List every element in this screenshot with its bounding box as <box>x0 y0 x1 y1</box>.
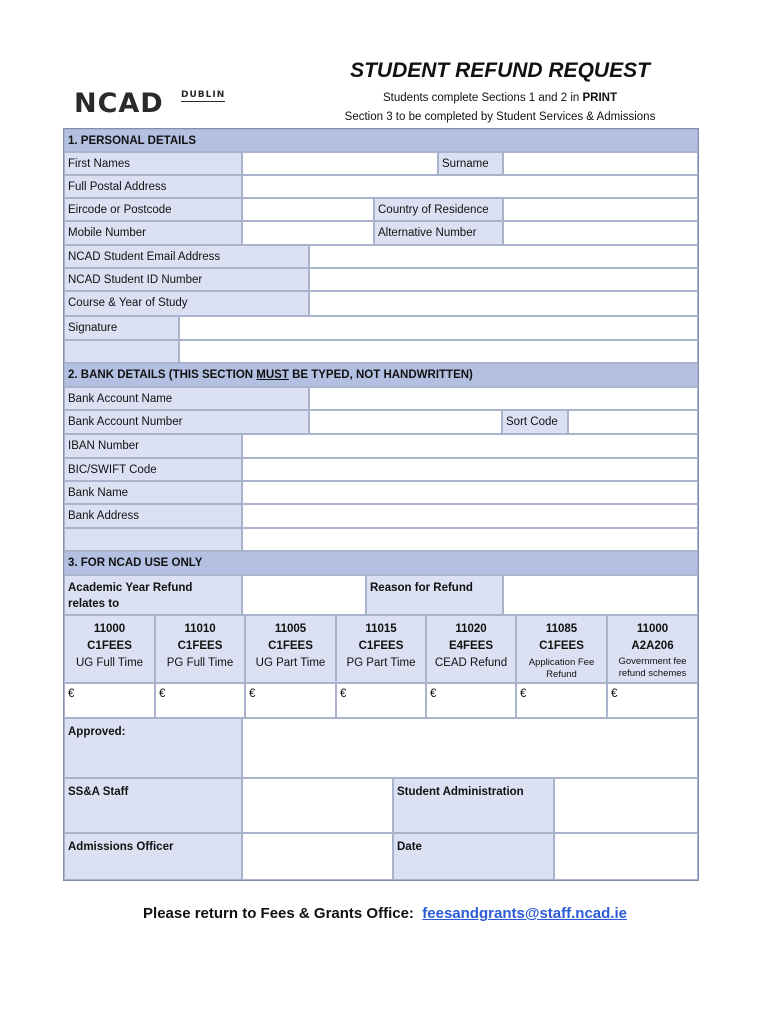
code-pg-full-time-desc: PG Full Time <box>166 657 234 669</box>
account-number-field[interactable] <box>309 410 502 434</box>
page-title: STUDENT REFUND REQUEST <box>350 59 650 82</box>
account-number-label: Bank Account Number <box>64 410 309 434</box>
mobile-field[interactable] <box>242 221 374 245</box>
course-label: Course & Year of Study <box>64 291 309 316</box>
section-2-title-must: MUST <box>256 369 289 381</box>
code-pg-part-time <box>336 615 426 683</box>
code-pg-part-time-desc: PG Part Time <box>346 657 416 669</box>
code-ug-full-time <box>64 615 155 683</box>
academic-year-field[interactable] <box>242 575 366 615</box>
amount-field-ug-part-time[interactable] <box>245 683 336 718</box>
code-application-fee-fee: C1FEES <box>539 640 584 652</box>
bank-name-field[interactable] <box>242 481 698 504</box>
code-ug-full-time-number: 11000 <box>93 623 126 635</box>
iban-label: IBAN Number <box>64 434 242 458</box>
postal-address-field[interactable] <box>242 175 698 198</box>
alt-number-field[interactable] <box>503 221 698 245</box>
ssa-staff-label: SS&A Staff <box>64 778 242 833</box>
signature-field-extra[interactable] <box>179 340 698 363</box>
mobile-label: Mobile Number <box>64 221 242 245</box>
code-ug-full-time-fee: C1FEES <box>87 640 132 652</box>
bank-address-field-extra[interactable] <box>242 528 698 551</box>
code-ug-part-time <box>245 615 336 683</box>
code-ug-part-time-fee: C1FEES <box>268 640 313 652</box>
course-field[interactable] <box>309 291 698 316</box>
surname-field[interactable] <box>503 152 698 175</box>
code-pg-full-time-fee: C1FEES <box>177 640 223 652</box>
footer-email-link[interactable]: feesandgrants@staff.ncad.ie <box>422 905 627 922</box>
footer-text: Please return to Fees & Grants Office: <box>143 905 414 922</box>
euro-sign: € <box>340 688 347 700</box>
signature-label-blank <box>64 340 179 363</box>
code-application-fee-desc-2: Refund <box>546 669 577 680</box>
code-ug-full-time-desc: UG Full Time <box>75 657 144 669</box>
instructions-print: PRINT <box>582 92 617 104</box>
instructions-line-1-text: Students complete Sections 1 and 2 in <box>383 92 583 104</box>
first-names-field[interactable] <box>242 152 438 175</box>
footer <box>0 904 770 924</box>
code-pg-full-time <box>155 615 245 683</box>
section-2-title-post: BE TYPED, NOT HANDWRITTEN) <box>288 369 473 381</box>
student-admin-label: Student Administration <box>393 778 554 833</box>
surname-label: Surname <box>438 152 503 175</box>
first-names-label: First Names <box>64 152 242 175</box>
code-ug-part-time-number: 11005 <box>274 623 307 635</box>
logo-subtitle: DUBLIN <box>181 90 226 100</box>
code-government-fee-fee: A2A206 <box>631 640 674 652</box>
section-2-header <box>64 363 698 387</box>
code-government-fee-number: 11000 <box>636 623 669 635</box>
country-field[interactable] <box>503 198 698 221</box>
amount-field-ug-full-time[interactable] <box>64 683 155 718</box>
admissions-officer-label: Admissions Officer <box>64 833 242 880</box>
student-id-label: NCAD Student ID Number <box>64 268 309 291</box>
iban-field[interactable] <box>242 434 698 458</box>
country-label: Country of Residence <box>374 198 503 221</box>
code-application-fee-desc: Application Fee <box>528 657 595 668</box>
admissions-officer-field[interactable] <box>242 833 393 880</box>
euro-sign: € <box>249 688 256 700</box>
code-cead-refund-number: 11020 <box>455 623 487 635</box>
account-name-label: Bank Account Name <box>64 387 309 410</box>
sort-code-label: Sort Code <box>502 410 568 434</box>
euro-sign: € <box>611 688 618 700</box>
instructions-line-2: Section 3 to be completed by Student Services & Admissions <box>344 111 656 123</box>
date-label: Date <box>393 833 554 880</box>
code-government-fee <box>607 615 698 683</box>
eircode-label: Eircode or Postcode <box>64 198 242 221</box>
code-application-fee <box>516 615 607 683</box>
code-pg-part-time-number: 11015 <box>365 623 397 635</box>
signature-label: Signature <box>64 316 179 340</box>
signature-field[interactable] <box>179 316 698 340</box>
student-id-field[interactable] <box>309 268 698 291</box>
academic-year-label <box>64 575 242 615</box>
reason-label: Reason for Refund <box>366 575 503 615</box>
postal-address-label: Full Postal Address <box>64 175 242 198</box>
approved-field[interactable] <box>242 718 698 778</box>
code-cead-refund-fee: E4FEES <box>448 640 494 652</box>
section-3-header: 3. FOR NCAD USE ONLY <box>64 551 698 575</box>
euro-sign: € <box>68 688 75 700</box>
amount-field-application-fee[interactable] <box>516 683 607 718</box>
code-application-fee-number: 11085 <box>545 623 578 635</box>
code-government-fee-desc: Government fee <box>618 656 687 667</box>
code-ug-part-time-desc: UG Part Time <box>255 657 326 669</box>
approved-label: Approved: <box>64 718 242 778</box>
euro-sign: € <box>520 688 527 700</box>
account-name-field[interactable] <box>309 387 698 410</box>
ssa-staff-field[interactable] <box>242 778 393 833</box>
bic-field[interactable] <box>242 458 698 481</box>
instructions-line-1 <box>300 91 700 106</box>
code-pg-full-time-number: 11010 <box>184 623 216 635</box>
bank-address-label-blank <box>64 528 242 551</box>
code-pg-part-time-fee: C1FEES <box>358 640 404 652</box>
email-field[interactable] <box>309 245 698 268</box>
code-cead-refund-desc: CEAD Refund <box>434 657 508 669</box>
section-2-title-pre: 2. BANK DETAILS (THIS SECTION <box>68 369 257 381</box>
euro-sign: € <box>430 688 437 700</box>
code-government-fee-desc-2: refund schemes <box>618 668 687 679</box>
code-cead-refund <box>426 615 516 683</box>
bic-label: BIC/SWIFT Code <box>64 458 242 481</box>
sort-code-field[interactable] <box>568 410 698 434</box>
amount-field-government-fee[interactable] <box>607 683 698 718</box>
eircode-field[interactable] <box>242 198 374 221</box>
amount-field-cead-refund[interactable] <box>426 683 516 718</box>
date-field[interactable] <box>554 833 698 880</box>
bank-address-label: Bank Address <box>64 504 242 528</box>
amount-field-pg-part-time[interactable] <box>336 683 426 718</box>
academic-year-line-1: Academic Year Refund <box>68 582 193 594</box>
alt-number-label: Alternative Number <box>374 221 503 245</box>
logo-wordmark: NCAD <box>74 88 164 119</box>
section-1-header: 1. PERSONAL DETAILS <box>64 129 698 152</box>
euro-sign: € <box>159 688 166 700</box>
bank-name-label: Bank Name <box>64 481 242 504</box>
email-label: NCAD Student Email Address <box>64 245 309 268</box>
student-admin-field[interactable] <box>554 778 698 833</box>
academic-year-line-2: relates to <box>68 598 120 610</box>
bank-address-field[interactable] <box>242 504 698 528</box>
amount-field-pg-full-time[interactable] <box>155 683 245 718</box>
reason-field[interactable] <box>503 575 698 615</box>
